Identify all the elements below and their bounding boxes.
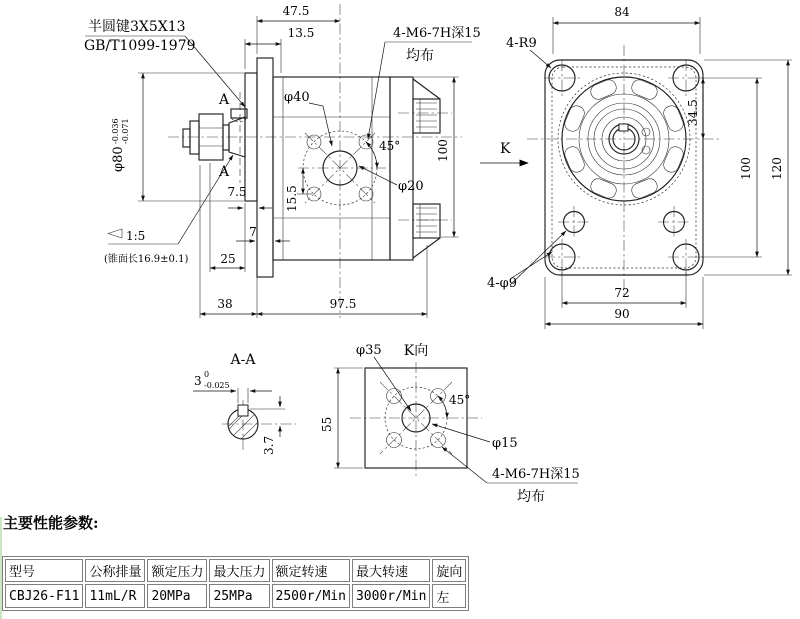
dim-7-5: 7.5 <box>227 185 247 199</box>
col-max-speed: 最大转速 <box>352 559 430 582</box>
keyway-slot <box>238 405 248 416</box>
kview-bolt-note: 4-M6-7H深15 <box>492 467 580 482</box>
side-45deg-label: 45° <box>379 139 401 153</box>
dim-120: 120 <box>770 157 784 180</box>
table-caption: 主要性能参数: <box>3 514 99 532</box>
shaft-nut <box>183 109 247 160</box>
side-view <box>84 4 528 318</box>
dim-13-5: 13.5 <box>287 26 315 40</box>
dim-47-5: 47.5 <box>282 4 310 18</box>
col-rotation: 旋向 <box>432 559 466 582</box>
dia-80-label: φ80 <box>111 146 126 172</box>
performance-table <box>2 556 469 611</box>
table-value-row <box>5 584 466 608</box>
dim-34-5: 34.5 <box>686 99 700 126</box>
dim-72: 72 <box>614 286 630 300</box>
section-aa-title: A-A <box>230 352 256 368</box>
taper-label: 1:5 <box>126 229 146 243</box>
kview-45deg-label: 45° <box>449 393 471 407</box>
val-max-speed: 3000r/Min <box>352 584 430 608</box>
dim-97-5: 97.5 <box>329 297 357 311</box>
table-header-row <box>5 559 466 582</box>
col-model: 型号 <box>5 559 83 582</box>
dim-25: 25 <box>220 252 236 266</box>
dim-15-5: 15.5 <box>285 185 299 212</box>
key-note-line1: 半圆键3X5X13 <box>88 19 186 35</box>
key-width-tol-upper: 0 <box>204 370 210 379</box>
dim-100-side: 100 <box>436 139 450 162</box>
val-model: CBJ26-F11 <box>5 584 83 608</box>
side-bolt-note: 4-M6-7H深15 <box>393 26 481 41</box>
dia-40-label: φ40 <box>284 90 310 105</box>
dim-84: 84 <box>614 5 630 19</box>
col-rated-pressure: 额定压力 <box>147 559 207 582</box>
kview-bolt-note-2: 均布 <box>517 489 545 505</box>
k-view-title: K向 <box>403 343 429 359</box>
dim-7: 7 <box>249 225 257 239</box>
dim-90: 90 <box>614 307 630 321</box>
k-direction-letter: K <box>500 141 511 157</box>
dim-3-7: 3.7 <box>262 435 276 455</box>
dia-35-label: φ35 <box>356 343 382 358</box>
k-view <box>320 343 580 505</box>
col-max-pressure: 最大压力 <box>209 559 269 582</box>
col-displacement: 公称排量 <box>85 559 145 582</box>
side-bolt-note-2: 均布 <box>406 48 434 64</box>
key-width-tol-lower: -0.025 <box>204 381 230 390</box>
front-view <box>487 5 792 329</box>
side-view-dimensions <box>84 4 481 318</box>
key-width: 3 <box>194 374 202 388</box>
val-rated-speed: 2500r/Min <box>272 584 350 608</box>
section-aa-view <box>193 352 296 455</box>
front-view-dimensions <box>487 5 792 329</box>
pump-body-outline <box>245 58 440 277</box>
val-rated-pressure: 20MPa <box>147 584 207 608</box>
dim-55: 55 <box>320 416 334 432</box>
val-max-pressure: 25MPa <box>209 584 269 608</box>
val-displacement: 11mL/R <box>85 584 145 608</box>
taper-note: (锥面长16.9±0.1) <box>104 254 189 265</box>
section-letter-bottom: A <box>218 164 230 180</box>
key-note-line2: GB/T1099-1979 <box>84 38 196 54</box>
dim-100-front: 100 <box>739 157 753 180</box>
dia-15-label: φ15 <box>492 436 518 451</box>
section-letter-top: A <box>218 92 230 108</box>
dia-80-tol-upper: -0.036 <box>111 118 120 144</box>
dia-20-label: φ20 <box>398 179 424 194</box>
col-rated-speed: 额定转速 <box>272 559 350 582</box>
dim-38: 38 <box>217 297 233 311</box>
val-rotation: 左 <box>432 584 466 608</box>
dia-80-tol-lower: -0.071 <box>121 118 130 144</box>
label-4-dia9: 4-φ9 <box>487 276 518 291</box>
label-4-r9: 4-R9 <box>506 36 537 51</box>
